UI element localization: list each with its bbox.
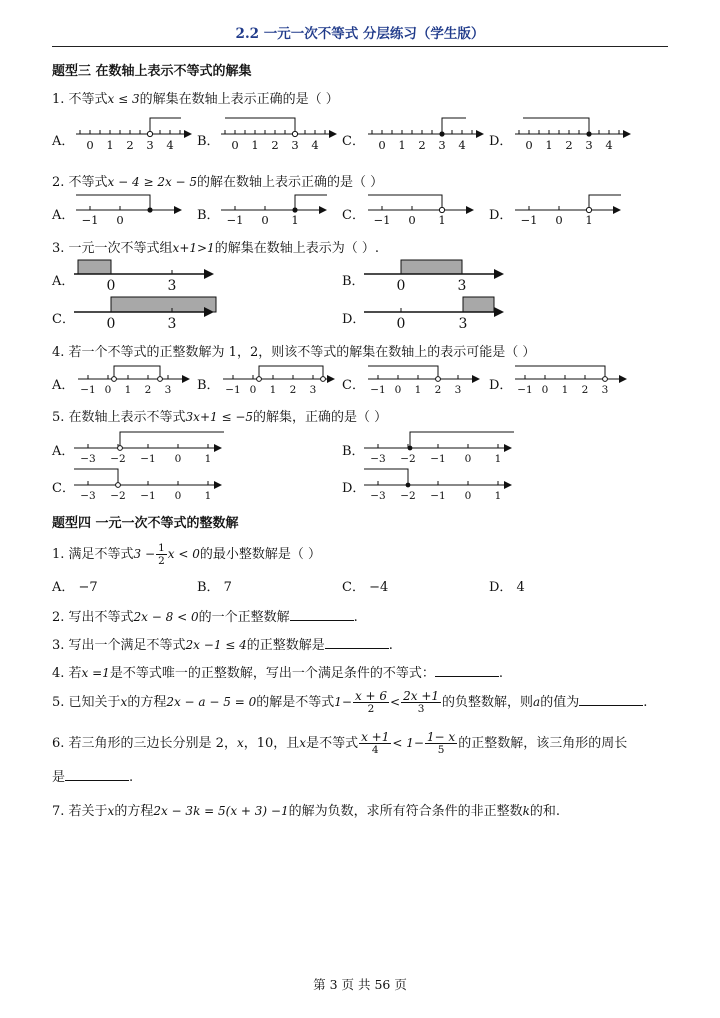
- s4-q1-text: 1. 满足不等式3 − $\frac{1}{2}$ x < 0的最小整数解是（ ）: [52, 542, 321, 567]
- svg-text:−1: −1: [430, 453, 446, 465]
- s3-q3-numberline-b: [364, 256, 509, 296]
- svg-text:0: 0: [106, 316, 116, 332]
- s3-q5-text: 5. 在数轴上表示不等式3x+1 ≤ −5的解集，正确的是（ ）: [52, 410, 388, 425]
- svg-text:0: 0: [408, 213, 416, 227]
- svg-text:1: 1: [438, 213, 446, 227]
- svg-text:1: 1: [124, 384, 132, 396]
- svg-text:2: 2: [434, 384, 442, 396]
- tick-label: 1: [251, 138, 259, 152]
- tick-label: 3: [291, 138, 299, 152]
- s3-q3-text: 3. 一元一次不等式组x+1>1的解集在数轴上表示为（ ）.: [52, 241, 379, 256]
- s3-q2-text: 2. 不等式x − 4 ≥ 2x − 5的解在数轴上表示正确的是（ ）: [52, 175, 384, 190]
- svg-text:−3: −3: [80, 453, 96, 465]
- tick-label: 2: [126, 138, 134, 152]
- svg-text:1: 1: [269, 384, 277, 396]
- s3-q1-label-d: D．: [489, 134, 513, 149]
- svg-text:0: 0: [541, 384, 549, 396]
- s3-q5-numberline-b: [364, 428, 519, 468]
- s4-q1-option-a: A． −7: [52, 580, 98, 595]
- s3-q4-label-d: D．: [489, 378, 513, 393]
- svg-text:−3: −3: [370, 490, 386, 502]
- s3-q4-label-c: C．: [342, 378, 365, 393]
- s3-q1-numberline-a: [70, 112, 195, 156]
- svg-text:0: 0: [116, 213, 124, 227]
- s4-q5-text: 5. 已知关于x的方程2x − a − 5 = 0的解是不等式1− $\frac{x + 6}{2}$ < $\frac{2x +1}{3}$ 的负整数解，则a的值为 .: [52, 689, 648, 715]
- svg-text:0: 0: [396, 316, 406, 332]
- s3-q3-label-a: A．: [52, 274, 75, 289]
- tick-label: 1: [106, 138, 114, 152]
- answer-blank: [65, 768, 129, 781]
- svg-text:−2: −2: [400, 490, 416, 502]
- s3-q3-label-d: D．: [342, 312, 366, 327]
- tick-label: 1: [545, 138, 553, 152]
- tick-label: 4: [458, 138, 466, 152]
- s3-q2-label-b: B．: [197, 208, 220, 223]
- svg-text:0: 0: [396, 278, 406, 294]
- s3-q2-numberline-a: [70, 190, 195, 230]
- s3-q4-numberline-d: [511, 361, 636, 401]
- svg-text:−1: −1: [373, 213, 391, 227]
- svg-text:3: 3: [457, 278, 467, 294]
- s4-q6-text: 6. 若三角形的三边长分别是 2，x，10，且x是不等式 $\frac{x +1}{4}$ < 1− $\frac{1- x}{5}$ 的正整数解，该三角形的周长: [52, 730, 628, 756]
- s3-q5-label-b: B．: [342, 444, 365, 459]
- s4-q1-option-d: D． 4: [489, 580, 525, 595]
- section4-heading: 题型四 一元一次不等式的整数解: [52, 516, 239, 531]
- svg-text:3: 3: [167, 278, 177, 294]
- s3-q1-label-a: A．: [52, 134, 75, 149]
- s3-q1-numberline-d: [509, 112, 634, 156]
- s3-q4-numberline-b: [219, 361, 344, 401]
- svg-text:0: 0: [106, 278, 116, 294]
- svg-text:−2: −2: [110, 490, 126, 502]
- answer-blank: [579, 693, 643, 706]
- svg-text:3: 3: [454, 384, 462, 396]
- s3-q2-numberline-b: [215, 190, 340, 230]
- s4-q1-option-c: C． −4: [342, 580, 389, 595]
- svg-text:−1: −1: [140, 453, 156, 465]
- s3-q5-label-c: C．: [52, 481, 75, 496]
- svg-text:1: 1: [494, 453, 502, 465]
- tick-label: 0: [378, 138, 386, 152]
- svg-text:1: 1: [561, 384, 569, 396]
- fraction: $\frac{x +1}{4}$: [361, 730, 390, 756]
- answer-blank: [435, 664, 499, 677]
- s3-q4-label-a: A．: [52, 378, 75, 393]
- s3-q2-label-c: C．: [342, 208, 365, 223]
- s4-q2-text: 2. 写出不等式2x − 8 < 0的一个正整数解 .: [52, 610, 358, 625]
- svg-text:1: 1: [204, 453, 212, 465]
- svg-text:−1: −1: [370, 384, 386, 396]
- svg-text:1: 1: [204, 490, 212, 502]
- svg-text:3: 3: [167, 316, 177, 332]
- answer-blank: [290, 608, 354, 621]
- svg-text:−3: −3: [80, 490, 96, 502]
- tick-label: 3: [585, 138, 593, 152]
- s3-q5-numberline-c: [74, 465, 229, 505]
- svg-text:−1: −1: [520, 213, 538, 227]
- s3-q2-numberline-d: [509, 190, 634, 230]
- s4-q7-text: 7. 若关于x的方程2x − 3k = 5(x + 3) −1的解为负数，求所有符合条件的非正整数k的和.: [52, 804, 561, 819]
- tick-label: 0: [231, 138, 239, 152]
- s4-q4-text: 4. 若x =1是不等式唯一的正整数解，写出一个满足条件的不等式： .: [52, 666, 503, 681]
- svg-text:1: 1: [291, 213, 299, 227]
- page-footer: 第 3 页 共 56 页: [313, 977, 407, 992]
- s3-q1-label-c: C．: [342, 134, 365, 149]
- svg-text:3: 3: [458, 316, 468, 332]
- svg-text:−1: −1: [81, 213, 99, 227]
- tick-label: 3: [438, 138, 446, 152]
- tick-label: 2: [418, 138, 426, 152]
- s4-q1-option-b: B． 7: [197, 580, 232, 595]
- section3-heading: 题型三 在数轴上表示不等式的解集: [52, 64, 252, 79]
- svg-text:2: 2: [289, 384, 297, 396]
- fraction: $\frac{1- x}{5}$: [426, 730, 456, 756]
- s3-q3-numberline-c: [74, 294, 219, 334]
- s3-q4-numberline-c: [364, 361, 489, 401]
- svg-text:2: 2: [144, 384, 152, 396]
- s3-q3-label-b: B．: [342, 274, 365, 289]
- s3-q1-numberline-b: [215, 112, 340, 156]
- title-divider: [52, 46, 668, 47]
- s3-q1-numberline-c: [362, 112, 487, 156]
- s3-q5-numberline-d: [364, 465, 519, 505]
- s3-q3-label-c: C．: [52, 312, 75, 327]
- svg-text:3: 3: [164, 384, 172, 396]
- svg-text:−1: −1: [517, 384, 533, 396]
- tick-label: 4: [311, 138, 319, 152]
- svg-text:0: 0: [464, 490, 472, 502]
- svg-text:−1: −1: [430, 490, 446, 502]
- fraction: $\frac{2x +1}{3}$: [403, 689, 440, 715]
- s3-q3-numberline-a: [74, 256, 219, 296]
- s3-q2-numberline-c: [362, 190, 487, 230]
- tick-label: 1: [398, 138, 406, 152]
- s3-q2-label-d: D．: [489, 208, 513, 223]
- s4-q6-text-line2: 是 .: [52, 770, 134, 785]
- tick-label: 2: [271, 138, 279, 152]
- s3-q1-text: 1. 不等式x ≤ 3的解集在数轴上表示正确的是（ ）: [52, 92, 339, 107]
- svg-text:0: 0: [249, 384, 257, 396]
- answer-blank: [325, 636, 389, 649]
- s3-q4-numberline-a: [74, 361, 199, 401]
- svg-text:0: 0: [555, 213, 563, 227]
- tick-label: 4: [605, 138, 613, 152]
- fraction: $\frac{1}{2}$: [158, 542, 165, 567]
- svg-text:0: 0: [174, 453, 182, 465]
- svg-text:−2: −2: [400, 453, 416, 465]
- tick-label: 2: [565, 138, 573, 152]
- s3-q4-text: 4. 若一个不等式的正整数解为 1，2，则该不等式的解集在数轴上的表示可能是（ ）: [52, 345, 536, 360]
- svg-text:1: 1: [585, 213, 593, 227]
- tick-label: 4: [166, 138, 174, 152]
- s3-q5-label-a: A．: [52, 444, 75, 459]
- s3-q5-label-d: D．: [342, 481, 366, 496]
- svg-text:1: 1: [414, 384, 422, 396]
- svg-text:−1: −1: [226, 213, 244, 227]
- tick-label: 0: [525, 138, 533, 152]
- svg-text:2: 2: [581, 384, 589, 396]
- s3-q1-label-b: B．: [197, 134, 220, 149]
- svg-text:−1: −1: [225, 384, 241, 396]
- svg-text:0: 0: [104, 384, 112, 396]
- fraction: $\frac{x + 6}{2}$: [354, 689, 388, 715]
- s3-q5-numberline-a: [74, 428, 229, 468]
- svg-text:0: 0: [464, 453, 472, 465]
- tick-label: 0: [86, 138, 94, 152]
- svg-text:−3: −3: [370, 453, 386, 465]
- svg-text:3: 3: [309, 384, 317, 396]
- svg-text:0: 0: [261, 213, 269, 227]
- s3-q4-label-b: B．: [197, 378, 220, 393]
- s3-q2-label-a: A．: [52, 208, 75, 223]
- svg-text:−1: −1: [140, 490, 156, 502]
- s3-q3-numberline-d: [364, 294, 509, 334]
- svg-text:−1: −1: [80, 384, 96, 396]
- tick-label: 3: [146, 138, 154, 152]
- page-title: 2.2 一元一次不等式 分层练习（学生版）: [235, 26, 485, 42]
- svg-text:3: 3: [601, 384, 609, 396]
- svg-text:0: 0: [174, 490, 182, 502]
- svg-text:−2: −2: [110, 453, 126, 465]
- s4-q3-text: 3. 写出一个满足不等式2x −1 ≤ 4的正整数解是 .: [52, 638, 393, 653]
- svg-text:0: 0: [394, 384, 402, 396]
- svg-text:1: 1: [494, 490, 502, 502]
